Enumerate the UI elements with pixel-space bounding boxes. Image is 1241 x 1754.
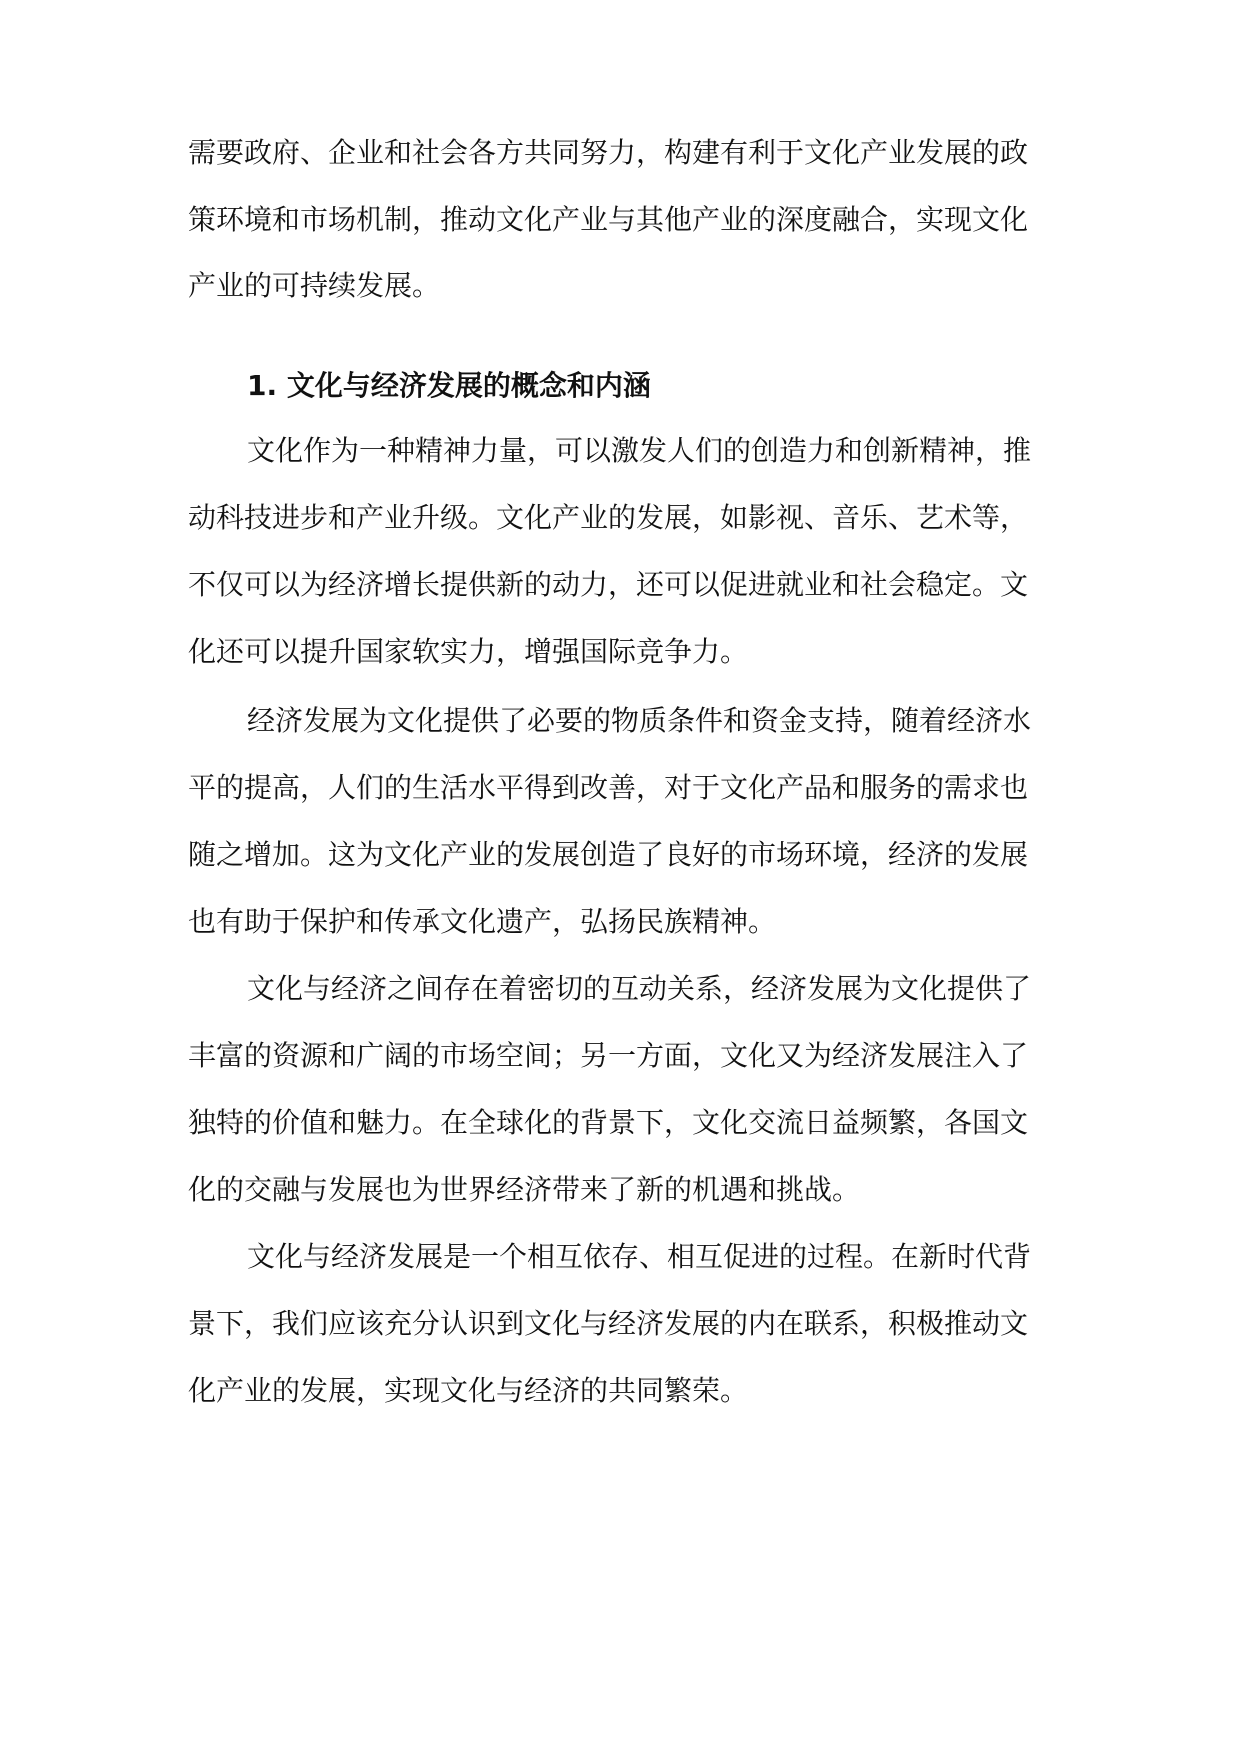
paragraph-1-line-3: 不仅可以为经济增长提供新的动力，还可以促进就业和社会稳定。文 — [188, 568, 1029, 601]
intro-line-3: 产业的可持续发展。 — [188, 269, 441, 302]
paragraph-3-line-3: 独特的价值和魅力。在全球化的背景下，文化交流日益频繁，各国文 — [188, 1106, 1029, 1139]
paragraph-3-line-2: 丰富的资源和广阔的市场空间；另一方面，文化又为经济发展注入了 — [188, 1039, 1029, 1072]
paragraph-3-line-1: 文化与经济之间存在着密切的互动关系，经济发展为文化提供了 — [247, 972, 1032, 1005]
section-heading: 1. 文化与经济发展的概念和内涵 — [247, 369, 651, 402]
paragraph-3-line-4: 化的交融与发展也为世界经济带来了新的机遇和挑战。 — [188, 1173, 861, 1206]
paragraph-4-line-3: 化产业的发展，实现文化与经济的共同繁荣。 — [188, 1374, 749, 1407]
intro-line-1: 需要政府、企业和社会各方共同努力，构建有利于文化产业发展的政 — [188, 136, 1029, 169]
intro-line-2: 策环境和市场机制，推动文化产业与其他产业的深度融合，实现文化 — [188, 203, 1029, 236]
paragraph-4-line-1: 文化与经济发展是一个相互依存、相互促进的过程。在新时代背 — [247, 1240, 1032, 1273]
paragraph-1-line-4: 化还可以提升国家软实力，增强国际竞争力。 — [188, 635, 749, 668]
paragraph-2-line-3: 随之增加。这为文化产业的发展创造了良好的市场环境，经济的发展 — [188, 838, 1029, 871]
paragraph-1-line-2: 动科技进步和产业升级。文化产业的发展，如影视、音乐、艺术等， — [188, 501, 1029, 534]
paragraph-2-line-1: 经济发展为文化提供了必要的物质条件和资金支持，随着经济水 — [247, 704, 1032, 737]
paragraph-2-line-2: 平的提高，人们的生活水平得到改善，对于文化产品和服务的需求也 — [188, 771, 1029, 804]
paragraph-1-line-1: 文化作为一种精神力量，可以激发人们的创造力和创新精神，推 — [247, 434, 1032, 467]
paragraph-2-line-4: 也有助于保护和传承文化遗产，弘扬民族精神。 — [188, 905, 777, 938]
paragraph-4-line-2: 景下，我们应该充分认识到文化与经济发展的内在联系，积极推动文 — [188, 1307, 1029, 1340]
